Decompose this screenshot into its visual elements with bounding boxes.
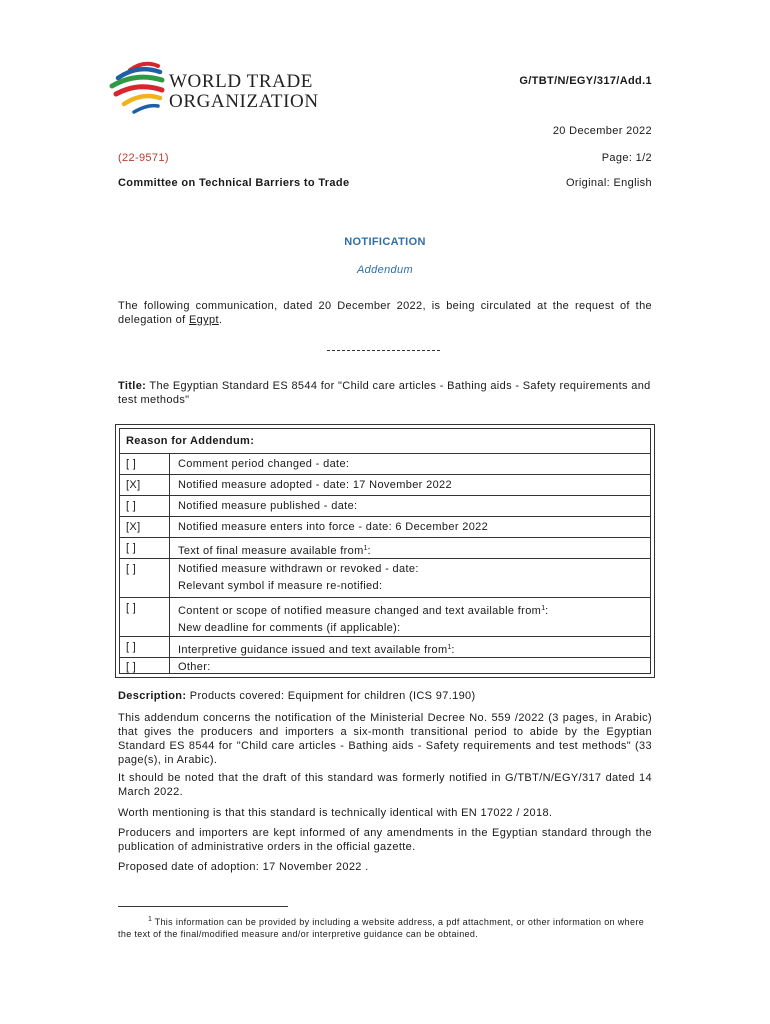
reason-table [115,424,655,678]
intro-paragraph [118,299,652,327]
org-name-line2: ORGANIZATION [169,91,319,112]
row-checkbox: [ ] [126,661,137,673]
document-symbol: G/TBT/N/EGY/317/Add.1 [519,75,652,87]
document-number: (22-9571) [118,152,169,164]
table-row [120,636,650,658]
addendum-subheading: Addendum [356,264,413,276]
row-label: Other: [178,661,211,673]
org-name-line1: WORLD TRADE [169,71,313,92]
title-label: Title: [118,380,147,392]
intro-end: . [218,314,223,326]
row-checkbox: [ ] [126,542,137,554]
row-checkbox: [ ] [126,500,137,512]
table-row [120,657,650,676]
row-label: Interpretive guidance issued and text available from$^1$: [178,644,455,656]
footnote-ref[interactable]: 1 [541,605,546,612]
title-text: The Egyptian Standard ES 8544 for "Child care articles - Bathing aids - Safety requirements and test methods" [118,380,651,406]
notification-heading: NOTIFICATION [344,236,426,248]
row-label: Text of final measure available from$^1$: [178,545,371,557]
table-row [120,495,650,517]
page-indicator: Page: 1/2 [601,152,652,164]
description-line [118,689,652,703]
description-label: Description: [118,690,187,702]
table-row [120,474,650,496]
table-row [120,597,650,637]
description-products: Products covered: Equipment for children (ICS 97.190) [189,690,476,702]
row-checkbox: [ ] [126,458,137,470]
table-row [120,453,650,475]
document-date: 20 December 2022 [552,125,652,137]
row-checkbox: [ ] [126,641,137,653]
row-label: Notified measure published - date: [178,500,358,512]
footnote-rule [118,906,288,907]
table-row [120,537,650,559]
row-checkbox: [ ] [126,602,137,614]
footnote-ref[interactable]: 1 [363,545,368,552]
row-label: Notified measure adopted - date: 17 November 2022 [178,479,452,491]
table-row [120,558,650,598]
description-paragraph-3: Worth mentioning is that this standard is technically identical with EN 17022 / 2018. [118,807,553,819]
row-label: Content or scope of notified measure changed and text available from$^1$: New deadline for comments (if applicable): [178,605,549,634]
wto-logo-icon [108,56,168,116]
footnote-mark: 1 [148,916,152,923]
row-checkbox: [X] [126,521,141,533]
committee-name: Committee on Technical Barriers to Trade [118,177,350,189]
notifying-member: Egypt [188,314,219,326]
description-paragraph-1: This addendum concerns the notification of the Ministerial Decree No. 559 /2022 (3 pages, in Arabic) that gives the producers and importers a six-month transitional period to abide by the Egyptian Standard ES 8544 for "Child care articles - Bathing aids - Safety requirements and test methods" (33 page(s), in Arabic). [118,712,652,766]
row-label: Comment period changed - date: [178,458,350,470]
description-paragraph-2: It should be noted that the draft of this standard was formerly notified in G/TBT/N/EGY/317 dated 14 March 2022. [118,772,652,798]
row-label: Notified measure withdrawn or revoked - date: Relevant symbol if measure re-notified: [178,563,419,592]
table-row [120,516,650,538]
description-paragraph-4: Producers and importers are kept informed of any amendments in the Egyptian standard through the publication of administrative orders in the official gazette. [118,827,652,853]
description-paragraph-5: Proposed date of adoption: 17 November 2022 . [118,861,369,873]
separator-line [327,350,440,351]
row-checkbox: [X] [126,479,141,491]
title-paragraph [118,379,652,407]
reason-table-heading: Reason for Addendum: [126,435,255,447]
footnote-ref[interactable]: 1 [447,644,452,651]
intro-text: The following communication, dated 20 December 2022, is being circulated at the request of the delegation of [118,300,652,326]
original-language: Original: English [565,177,652,189]
row-checkbox: [ ] [126,563,137,575]
row-label: Notified measure enters into force - date: 6 December 2022 [178,521,489,533]
footnote-text: $^1$ This information can be provided by including a website address, a pdf attachment, or other information on where the text of the final/modified measure and/or interpretive guidance can be obtained. [118,916,645,939]
